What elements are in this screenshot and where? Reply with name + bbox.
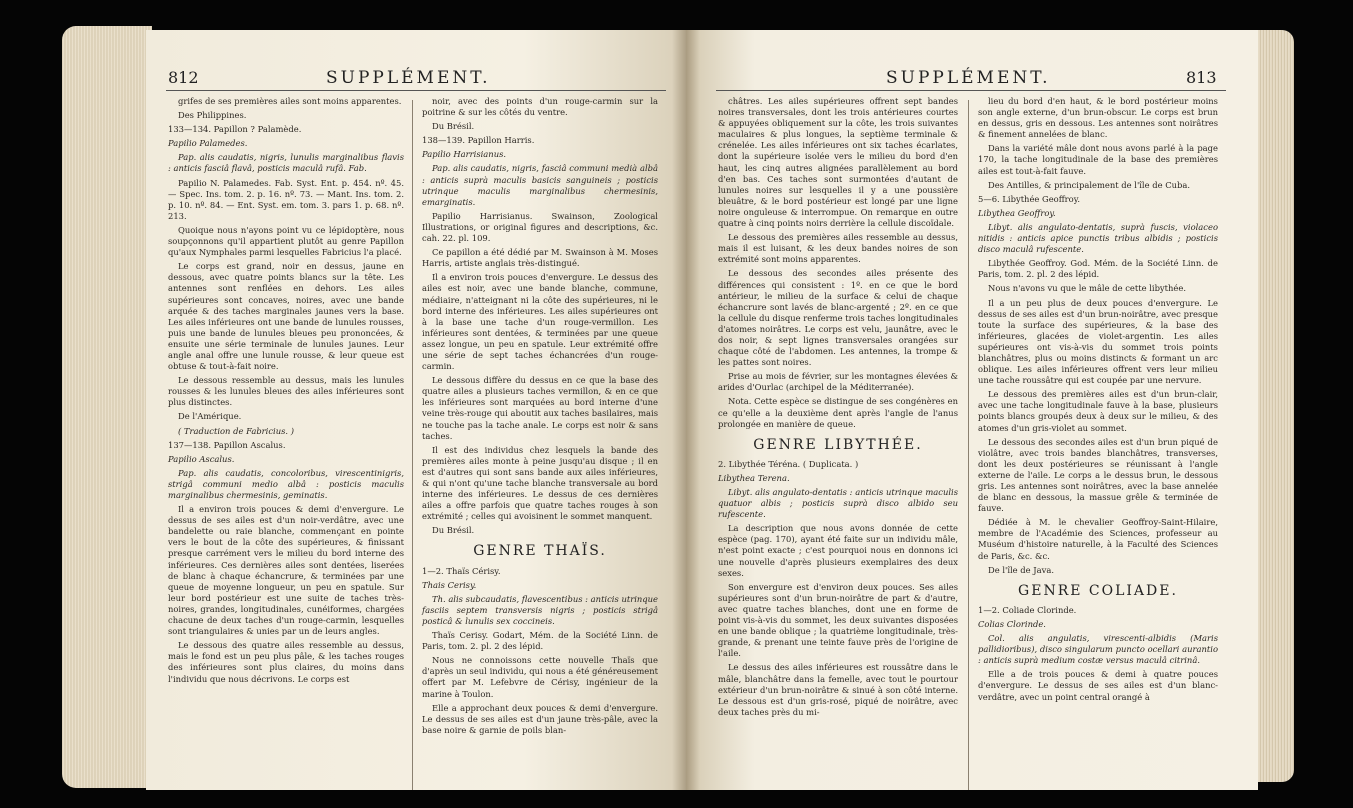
paragraph: Le dessous des premières ailes ressemble au dessus, mais il est luisant, & les deux bandes noires de son extrémité sont moins apparentes.	[718, 232, 958, 265]
paragraph: noir, avec des points d'un rouge-carmin sur la poitrine & sur les côtés du ventre.	[422, 96, 658, 118]
paragraph: Le dessous des secondes ailes est d'un brun piqué de violâtre, avec trois bandes blanchâtres, transverses, dont les deux postérieures se réunissant à l'angle externe de l'aile. Le corps a le dessus brun, le dessous gris. Les antennes sont noirâtres, avec la base annelée de blanc en dessous, la massue grêle & terminée de fauve.	[978, 436, 1218, 514]
paragraph: Thaïs Cerisy. Godart, Mém. de la Société Linn. de Paris, tom. 2. pl. 2 des lépid.	[422, 630, 658, 652]
paragraph: grifes de ses premières ailes sont moins apparentes.	[178, 96, 402, 106]
paragraph: Papilio N. Palamedes. Fab. Syst. Ent. p. 454. nº. 45. — Spec. Ins. tom. 2. p. 16. nº. 73. — Mant. Ins. tom. 2. p. 10. nº. 84. — Ent. Syst. em. tom. 3. pars 1. p. 68. nº. 213.	[168, 177, 404, 221]
right-column-1	[718, 96, 958, 721]
diagnosis: Pap. alis caudatis, nigris, fasciâ communi medià albâ : anticis suprà maculis basicis sanguineis ; posticis utrinque maculis marginalibus chermesinis, emarginatis.	[422, 163, 658, 207]
left-column-2	[422, 96, 658, 739]
section-heading: GENRE COLIADE.	[1018, 582, 1178, 599]
paragraph: Quoique nous n'ayons point vu ce lépidoptère, nous soupçonnons qu'il appartient plutôt au genre Papillon qu'aux Nymphales parmi lesquelles Fabricius l'a placé.	[168, 224, 404, 258]
paragraph: Il a environ trois pouces & demi d'envergure. Le dessus de ses ailes est d'un noir-verdâtre, avec une bandelette ou raie blanche, commençant en pointe vers le bout de la côte des supérieures, & finissant presque carrément vers le milieu du bord interne des inférieures. Ces dernières ailes sont dentées, liserées de blanc à chaque échancrure, & terminées par une queue de moyenne longueur, un peu en spatule. Sur leur bord postérieur est une suite de taches très-noires, grandes, longitudinales, cunéiformes, chargées chacune de deux taches d'un rouge-carmin, lesquelles sont triangulaires & unies par un de leurs angles.	[168, 504, 404, 637]
paragraph: Elle a de trois pouces & demi à quatre pouces d'envergure. Le dessus de ses ailes est d'un blanc-verdâtre, avec un point central orangé à	[978, 669, 1218, 702]
species-heading: 1—2. Coliade Clorinde.	[978, 604, 1077, 615]
right-page-edges	[1254, 30, 1294, 782]
section-heading: GENRE LIBYTHÉE.	[753, 436, 923, 453]
paragraph: La description que nous avons donnée de cette espèce (pag. 170), ayant été faite sur un individu mâle, n'est point exacte ; c'est pourquoi nous en donnons ici une nouvelle d'après plusieurs exemplaires des deux sexes.	[718, 523, 958, 578]
right-column-divider	[968, 100, 969, 790]
paragraph: Ce papillon a été dédié par M. Swainson à M. Moses Harris, artiste anglais très-distingué.	[422, 247, 658, 269]
left-page-edges	[62, 26, 152, 788]
diagnosis: Pap. alis caudatis, concoloribus, virescentinigris, strigâ communi medio albâ : posticis maculis marginalibus chermesinis, geminatis.	[168, 467, 404, 500]
paragraph: De l'Amérique.	[178, 411, 242, 422]
section-heading: GENRE THAÏS.	[473, 543, 607, 560]
species-heading: 137—138. Papillon Ascalus.	[168, 439, 286, 450]
right-page	[686, 30, 1258, 790]
paragraph: Le dessous des premières ailes est d'un brun-clair, avec une tache longitudinale fauve à la base, plusieurs points blancs groupés deux à deux sur le milieu, & des atomes d'un gris-violet au sommet.	[978, 389, 1218, 433]
latin-name: Papilio Harrisianus.	[422, 149, 507, 160]
paragraph: Le dessous des secondes ailes présente des différences qui consistent : 1º. en ce que le bord antérieur, le milieu de la surface & celui de chaque échancrure sont lavés de blanc-argenté ; 2º. en ce que la cellule du disque renferme trois taches longitudinales d'atomes noirâtres. Le corps est velu, jaunâtre, avec le dos noir, & sept lignes transversales orangées sur chaque côté de l'abdomen. Les antennes, la trompe & les pattes sont noires.	[718, 268, 958, 368]
paragraph: châtres. Les ailes supérieures offrent sept bandes noires transversales, dont les trois antérieures courtes & appuyées obliquement sur la côte, les trois suivantes maculaires & plus longues, la septième terminale & crénelée. Les ailes inférieures ont six taches écarlates, dont la supérieure isolée vers le milieu du bord d'en haut, les cinq autres alignées parallèlement au bord d'en bas. Ces taches sont surmontées d'autant de lunules noires sur lesquelles il y a une poussière bleuâtre, & le bord postérieur est longé par une ligne noire onguleuse & interrompue. On remarque en outre quatre à cinq points noirs derrière la cellule discoïdale.	[718, 96, 958, 229]
left-page	[146, 30, 686, 790]
left-head-rule	[166, 90, 666, 91]
book-gutter	[672, 30, 700, 790]
paragraph: lieu du bord d'en haut, & le bord postérieur moins son angle externe, d'un brun-obscur. Le corps est brun en dessus, gris en dessous. Les antennes sont noirâtres & finement annelées de blanc.	[978, 96, 1218, 140]
paragraph: Le dessus des ailes inférieures est roussâtre dans le mâle, blanchâtre dans la femelle, avec tout le pourtour extérieur d'un brun-noirâtre & sinué à son côté interne. Le dessous est d'un gris-rosé, piqué de noirâtre, avec deux taches près du mi-	[718, 662, 958, 717]
diagnosis: Col. alis angulatis, virescenti-albidis (Maris pallidioribus), disco singularum puncto ocellari aurantio : anticis suprà medium costæ versus maculâ citrinâ.	[978, 633, 1218, 666]
right-head-rule	[716, 90, 1226, 91]
paragraph: Des Philippines.	[178, 110, 247, 121]
paragraph: De l'île de Java.	[988, 564, 1055, 575]
right-page-number: 813	[1186, 68, 1217, 87]
species-heading: 1—2. Thaïs Cérisy.	[422, 565, 501, 576]
left-page-number: 812	[168, 68, 199, 87]
paragraph: Nous n'avons vu que le mâle de cette libythée.	[988, 283, 1186, 294]
paragraph: Le dessous diffère du dessus en ce que la base des quatre ailes a plusieurs taches vermillon, & en ce que les inférieures sont marquées au bord interne d'une veine très-rouge qui aboutit aux taches basilaires, mais ne touche pas la tache anale. Le corps est noir & sans taches.	[422, 375, 658, 441]
latin-name: Papilio Ascalus.	[168, 453, 235, 464]
species-heading: 138—139. Papillon Harris.	[422, 135, 535, 146]
paragraph: Du Brésil.	[432, 525, 475, 536]
paragraph: Nota. Cette espèce se distingue de ses congénères en ce qu'elle a la deuxième dent après l'angle de l'anus prolongée en manière de queue.	[718, 396, 958, 429]
latin-name: Thais Cerisy.	[422, 579, 477, 590]
paragraph: ( Traduction de Fabricius. )	[178, 425, 295, 436]
left-column-divider	[412, 100, 413, 790]
paragraph: Elle a approchant deux pouces & demi d'envergure. Le dessus de ses ailes est d'un jaune très-pâle, avec la base noire & garnie de poils blan-	[422, 702, 658, 735]
diagnosis: Libyt. alis angulato-dentatis : anticis utrinque maculis quatuor albis ; posticis suprà disco albido seu rufescente.	[718, 487, 958, 520]
right-column-2	[978, 96, 1218, 706]
paragraph: Prise au mois de février, sur les montagnes élevées & arides d'Ourlac (archipel de la Méditerranée).	[718, 371, 958, 393]
diagnosis: Libyt. alis angulato-dentatis, suprà fuscis, violaceo nitidis : anticis apice punctis tribus albidis ; posticis disco maculâ rufescente.	[978, 221, 1218, 255]
paragraph: Son envergure est d'environ deux pouces. Ses ailes supérieures sont d'un brun-noirâtre de part & d'autre, avec quatre taches blanches, dont une en forme de point vis-à-vis du sommet, les deux suivantes disposées en une bande oblique ; la quatrième longitudinale, très-grande, & prenant une teinte fauve près de l'origine de l'aile.	[718, 581, 958, 659]
paragraph: Il a un peu plus de deux pouces d'envergure. Le dessus de ses ailes est d'un brun-noirâtre, avec presque toute la surface des supérieures, & la base des inférieures, glacées de violet-argentin. Les ailes supérieures ont vis-à-vis du sommet trois points blanchâtres, plus ou moins distincts & formant un arc oblique. Les ailes inférieures offrent vers leur milieu une tache roussâtre qui est coupée par une nervure.	[978, 297, 1218, 386]
left-running-head: SUPPLÉMENT.	[326, 68, 491, 88]
latin-name: Papilio Palamedes.	[168, 138, 248, 149]
paragraph: Dédiée à M. le chevalier Geoffroy-Saint-Hilaire, membre de l'Académie des Sciences, professeur au Muséum d'histoire naturelle, à la Faculté des Sciences de Paris, &c. &c.	[978, 517, 1218, 561]
paragraph: Le corps est grand, noir en dessus, jaune en dessous, avec quatre points blancs sur la tête. Les antennes sont renflées en dehors. Les ailes supérieures sont concaves, noires, avec une bande arquée & des taches marginales jaunes vers la base. Les ailes inférieures ont une bande de lunules rousses, puis une bande de lunules bleues peu prononcées, & ensuite une série terminale de lunules jaunes. Leur angle anal offre une lunule rousse, & leur queue est obtuse & tout-à-fait noire.	[168, 261, 404, 372]
paragraph: Du Brésil.	[432, 121, 475, 132]
paragraph: Il a environ trois pouces d'envergure. Le dessus des ailes est noir, avec une bande blanche, commune, médiaire, n'atteignant ni la côte des supérieures, ni le bord interne des inférieures. Les ailes supérieures ont à la base une tache d'un rouge-vermillon. Les inférieures sont dentées, & terminées par une queue assez longue, un peu en spatule. Leur extrémité offre une série de sept taches échancrées d'un rouge-carmin.	[422, 272, 658, 372]
latin-name: Colias Clorinde.	[978, 618, 1046, 629]
paragraph: Le dessous des quatre ailes ressemble au dessus, mais le fond est un peu plus pâle, & les taches rouges des inférieures sont plus claires, du moins dans l'individu que nous décrivons. Le corps est	[168, 640, 404, 684]
species-heading: 2. Libythée Téréna. ( Duplicata. )	[718, 458, 859, 469]
species-heading: 133—134. Papillon ? Palamède.	[168, 124, 302, 135]
left-column-1	[168, 96, 404, 688]
right-running-head: SUPPLÉMENT.	[886, 68, 1051, 88]
paragraph: Dans la variété mâle dont nous avons parlé à la page 170, la tache longitudinale de la base des premières ailes est tout-à-fait fauve.	[978, 143, 1218, 176]
diagnosis: Pap. alis caudatis, nigris, lunulis marginalibus flavis : anticis fasciâ flavâ, posticis maculâ rufâ. Fab.	[168, 152, 404, 174]
paragraph: Il est des individus chez lesquels la bande des premières ailes monte à peine jusqu'au disque ; il en est d'autres qui sont sans bande aux ailes inférieures, & qui n'ont qu'une tache blanche transversale au bord interne des inférieures. Le dessus de ces dernières ailes a offre parfois que quatre taches rouges à son extrémité ; celles qui avoisinent le sommet manquent.	[422, 444, 658, 522]
latin-name: Libythea Terena.	[718, 472, 790, 483]
species-heading: 5—6. Libythée Geoffroy.	[978, 193, 1080, 204]
paragraph: Papilio Harrisianus. Swainson, Zoological Illustrations, or original figures and descriptions, &c. cah. 22. pl. 109.	[422, 210, 658, 244]
paragraph: Le dessous ressemble au dessus, mais les lunules rousses & les lunules bleues des ailes inférieures sont plus distinctes.	[168, 375, 404, 408]
paragraph: Libythée Geoffroy. God. Mém. de la Société Linn. de Paris, tom. 2. pl. 2 des lépid.	[978, 258, 1218, 280]
diagnosis: Th. alis subcaudatis, flavescentibus : anticis utrinque fasciis septem transversis nigris ; posticis strigâ posticâ & lunulis sex coccineis.	[422, 593, 658, 626]
latin-name: Libythea Geoffroy.	[978, 207, 1056, 218]
paragraph: Nous ne connoissons cette nouvelle Thaïs que d'après un seul individu, qui nous a été généreusement offert par M. Lefebvre de Cérisy, ingénieur de la marine à Toulon.	[422, 655, 658, 699]
paragraph: Des Antilles, & principalement de l'île de Cuba.	[988, 179, 1191, 190]
open-book	[62, 20, 1294, 798]
